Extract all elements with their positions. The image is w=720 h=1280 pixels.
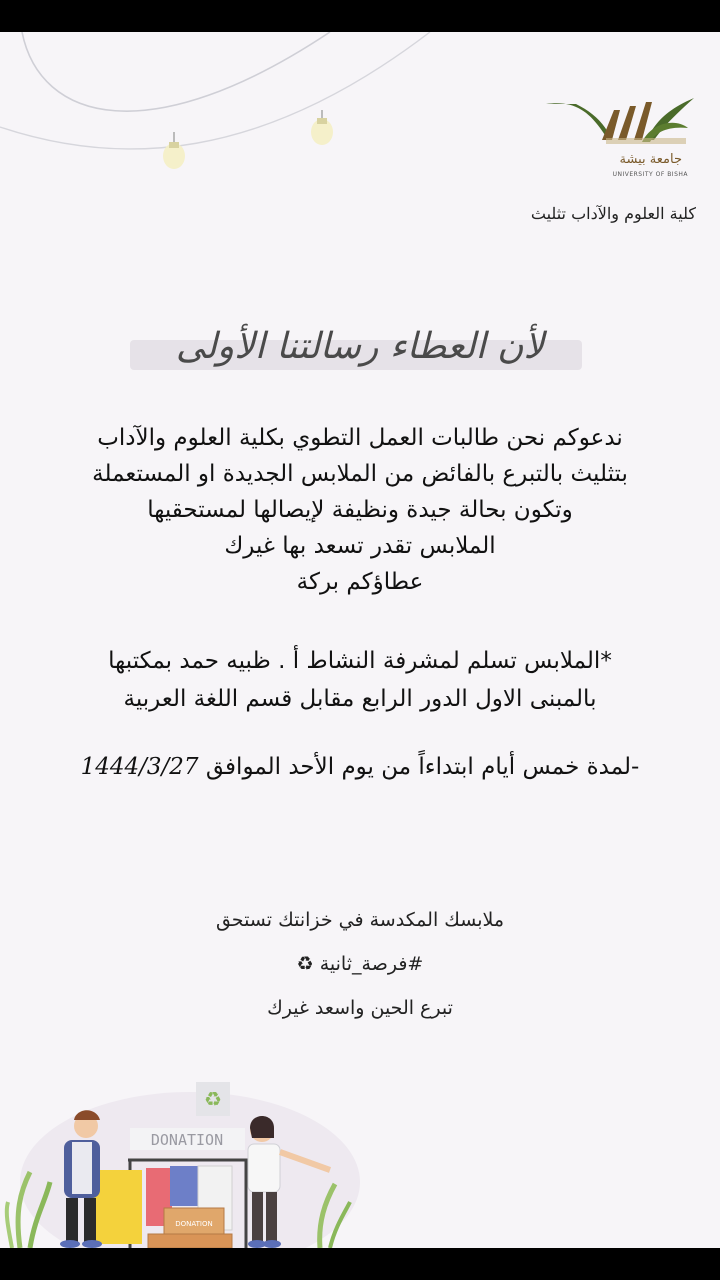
- delivery-info: [40, 642, 680, 718]
- invitation-line: عطاؤكم بركة: [296, 569, 424, 595]
- invitation-line: بتثليث بالتبرع بالفائض من الملابس الجديدة او المستعملة: [92, 461, 628, 487]
- top-black-bar: [0, 0, 720, 32]
- delivery-line: بالمبنى الاول الدور الرابع مقابل قسم اللغة العربية: [123, 686, 597, 712]
- donation-sign-text: DONATION: [150, 1131, 224, 1149]
- donation-illustration: [0, 1042, 380, 1248]
- bottom-black-bar: [0, 1248, 720, 1280]
- recycle-icon: [196, 1082, 230, 1116]
- headline: لأن العطاء رسالتنا الأولى: [175, 326, 545, 367]
- duration-info: [30, 754, 690, 780]
- logo-arabic-text: جامعة بيشة: [619, 152, 682, 167]
- university-logo: [546, 92, 696, 212]
- logo-english-text: UNIVERSITY OF BISHA: [612, 171, 688, 178]
- slogans: [0, 898, 720, 1030]
- light-bulb-icon: [163, 132, 185, 169]
- start-date: 1444/3/27: [80, 754, 199, 780]
- invitation-text: [40, 420, 680, 600]
- slogan-line: تبرع الحين واسعد غيرك: [267, 997, 453, 1019]
- invitation-line: وتكون بحالة جيدة ونظيفة لإيصالها لمستحقيها: [147, 497, 573, 523]
- box-label: DONATION: [175, 1220, 213, 1228]
- invitation-line: الملابس تقدر تسعد بها غيرك: [224, 533, 496, 559]
- poster: [0, 32, 720, 1248]
- slogan-line: ملابسك المكدسة في خزانتك تستحق: [215, 909, 505, 931]
- duration-text: -لمدة خمس أيام ابتداءاً من يوم الأحد الموافق: [205, 754, 640, 780]
- svg-text:♻: ♻: [204, 1087, 222, 1111]
- invitation-line: ندعوكم نحن طالبات العمل التطوي بكلية العلوم والآداب: [97, 425, 623, 451]
- college-name: كلية العلوم والآداب تثليث: [530, 204, 696, 223]
- light-bulb-icon: [311, 110, 333, 145]
- delivery-line: *الملابس تسلم لمشرفة النشاط أ . ظبيه حمد بمكتبها: [108, 648, 612, 674]
- hashtag-line: #فرصة_ثانية ♻: [296, 953, 424, 975]
